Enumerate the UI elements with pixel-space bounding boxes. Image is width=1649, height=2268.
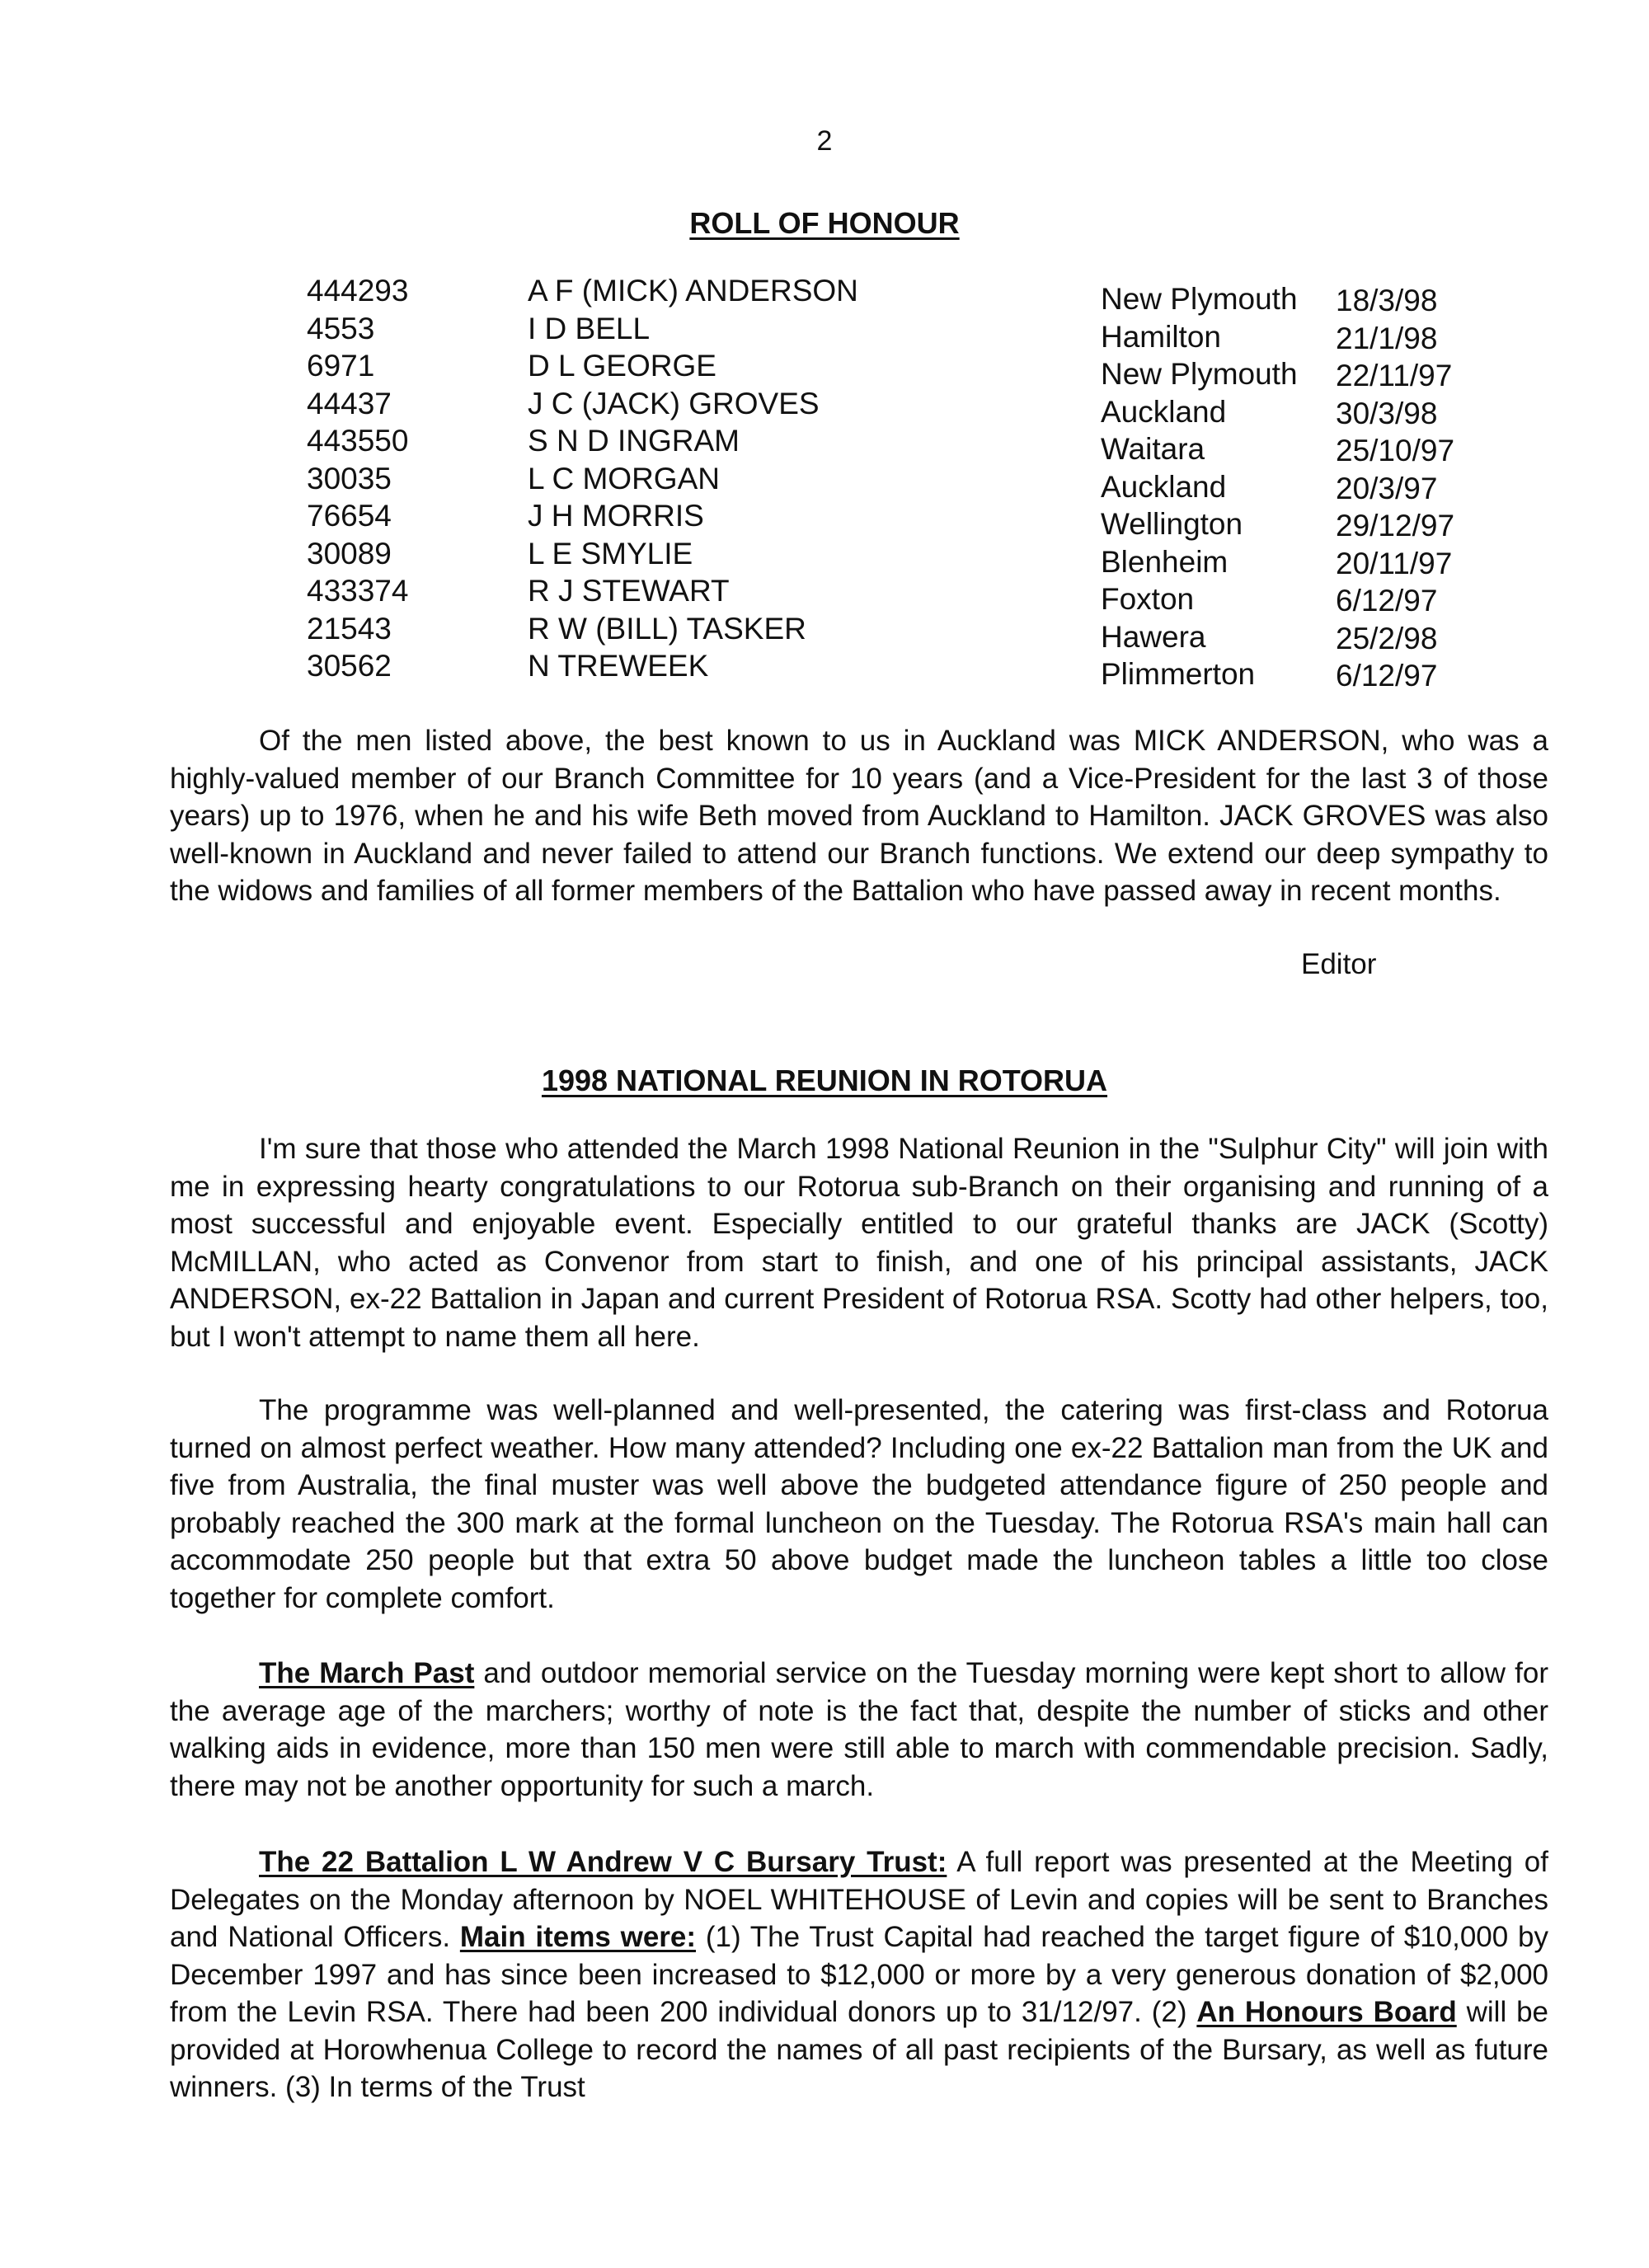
roll-comment-paragraph <box>170 722 1548 910</box>
service-number: 76654 <box>307 499 392 533</box>
member-place: Wellington <box>1101 507 1243 541</box>
service-number: 21543 <box>307 611 392 646</box>
member-place: Auckland <box>1101 394 1227 429</box>
date-of-death: 6/12/97 <box>1336 584 1438 617</box>
member-place: New Plymouth <box>1101 357 1298 391</box>
member-name: D L GEORGE <box>528 349 716 383</box>
member-place: Auckland <box>1101 469 1227 504</box>
member-name: L C MORGAN <box>528 461 720 495</box>
roll-of-honour-table <box>307 272 1478 693</box>
member-name: R J STEWART <box>528 574 730 608</box>
member-name: S N D INGRAM <box>528 424 740 458</box>
member-name: L E SMYLIE <box>528 536 693 571</box>
date-of-death: 20/3/97 <box>1336 471 1438 505</box>
member-name: R W (BILL) TASKER <box>528 611 806 646</box>
member-place: New Plymouth <box>1101 282 1298 316</box>
date-of-death: 29/12/97 <box>1336 509 1455 542</box>
march-past-paragraph <box>170 1655 1548 1805</box>
service-number: 44437 <box>307 386 392 420</box>
bursary-trust-heading: The 22 Battalion L W Andrew V C Bursary Trust: <box>259 1846 947 1878</box>
service-number: 6971 <box>307 349 375 383</box>
editor-signoff: Editor <box>1301 948 1377 980</box>
date-of-death: 18/3/98 <box>1336 284 1438 317</box>
reunion-paragraph-1 <box>170 1130 1548 1355</box>
member-place: Blenheim <box>1101 544 1229 579</box>
member-place: Hawera <box>1101 619 1206 654</box>
roll-row <box>307 272 1478 317</box>
service-number: 30089 <box>307 536 392 571</box>
reunion-para1-text: I'm sure that those who attended the March 1998 National Reunion in the "Sulphur City" will join with me in expressing hearty congratulations to our Rotorua sub-Branch on their organising and running of a most successful and enjoyable event. Especially entitled to our grateful thanks are JACK (Scotty) McMILLAN, who acted as Convenor from start to finish, and one of his principal assistants, JACK ANDERSON, ex-22 Battalion in Japan and current President of Rotorua RSA. Scotty had other helpers, too, but I won't attempt to name them all here. <box>170 1133 1548 1353</box>
date-of-death: 25/10/97 <box>1336 434 1455 467</box>
member-place: Hamilton <box>1101 319 1221 354</box>
roll-comment-text: Of the men listed above, the best known to us in Auckland was MICK ANDERSON, who was a highly-valued member of our Branch Committee for 10 years (and a Vice-President for the last 3 of those years) up to 1976, when he and his wife Beth moved from Auckland to Hamilton. JACK GROVES was also well-known in Auckland and never failed to attend our Branch functions. We extend our deep sympathy to the widows and families of all former members of the Battalion who have passed away in recent months. <box>170 725 1548 907</box>
bursary-text-b: (1) The Trust Capital had reached the target figure of $10,000 by December 1997 and has since been increased to $12,000 or more by a very generous donation of $2,000 from the Levin RSA. There had been 200 individual donors up to 31/12/97. (2) <box>170 1921 1548 2028</box>
bursary-trust-paragraph <box>170 1843 1548 2106</box>
main-items-heading: Main items were: <box>459 1921 697 1953</box>
page-number: 2 <box>816 125 833 157</box>
march-past-heading: The March Past <box>259 1657 475 1689</box>
service-number: 443550 <box>307 424 409 458</box>
service-number: 4553 <box>307 311 375 345</box>
member-place: Waitara <box>1101 432 1205 466</box>
date-of-death: 20/11/97 <box>1336 546 1453 580</box>
service-number: 30035 <box>307 461 392 495</box>
date-of-death: 25/2/98 <box>1336 621 1438 655</box>
service-number: 30562 <box>307 649 392 683</box>
member-name: J H MORRIS <box>528 499 704 533</box>
member-name: A F (MICK) ANDERSON <box>528 274 858 308</box>
reunion-paragraph-2 <box>170 1392 1548 1617</box>
date-of-death: 6/12/97 <box>1336 659 1438 693</box>
member-name: J C (JACK) GROVES <box>528 386 820 420</box>
reunion-para2-text: The programme was well-planned and well-presented, the catering was first-class and Rotorua turned on almost perfect weather. How many attended? Including one ex-22 Battalion man from the UK and five from Australia, the final muster was well above the budgeted attendance figure of 250 people and probably reached the 300 mark at the formal luncheon on the Tuesday. The Rotorua RSA's main hall can accommodate 250 people but that extra 50 above budget made the luncheon tables a little too close together for complete comfort. <box>170 1394 1548 1614</box>
service-number: 444293 <box>307 274 409 308</box>
date-of-death: 21/1/98 <box>1336 321 1438 355</box>
date-of-death: 22/11/97 <box>1336 359 1453 392</box>
roll-of-honour-heading: ROLL OF HONOUR <box>689 206 960 240</box>
member-place: Plimmerton <box>1101 657 1256 691</box>
honours-board-heading: An Honours Board <box>1196 1996 1457 2028</box>
bursary-text-a: A full report was presented at the Meeting of Delegates on the Monday afternoon by NOEL WHITEHOUSE of Levin and copies will be sent to Branches and National Officers. <box>170 1846 1548 1953</box>
service-number: 433374 <box>307 574 409 608</box>
bursary-text-c: will be provided at Horowhenua College to record the names of all past recipients of the Bursary, as well as future winners. (3) In terms of the Trust <box>170 1996 1549 2103</box>
reunion-heading: 1998 NATIONAL REUNION IN ROTORUA <box>541 1064 1108 1097</box>
march-past-text: and outdoor memorial service on the Tuesday morning were kept short to allow for the average age of the marchers; worthy of note is the fact that, despite the number of sticks and other walking aids in evidence, more than 150 men were still able to march with commendable precision. Sadly, there may not be another opportunity for such a march. <box>170 1657 1548 1802</box>
member-place: Foxton <box>1101 582 1195 616</box>
member-name: I D BELL <box>528 311 651 345</box>
date-of-death: 30/3/98 <box>1336 396 1438 430</box>
member-name: N TREWEEK <box>528 649 709 683</box>
